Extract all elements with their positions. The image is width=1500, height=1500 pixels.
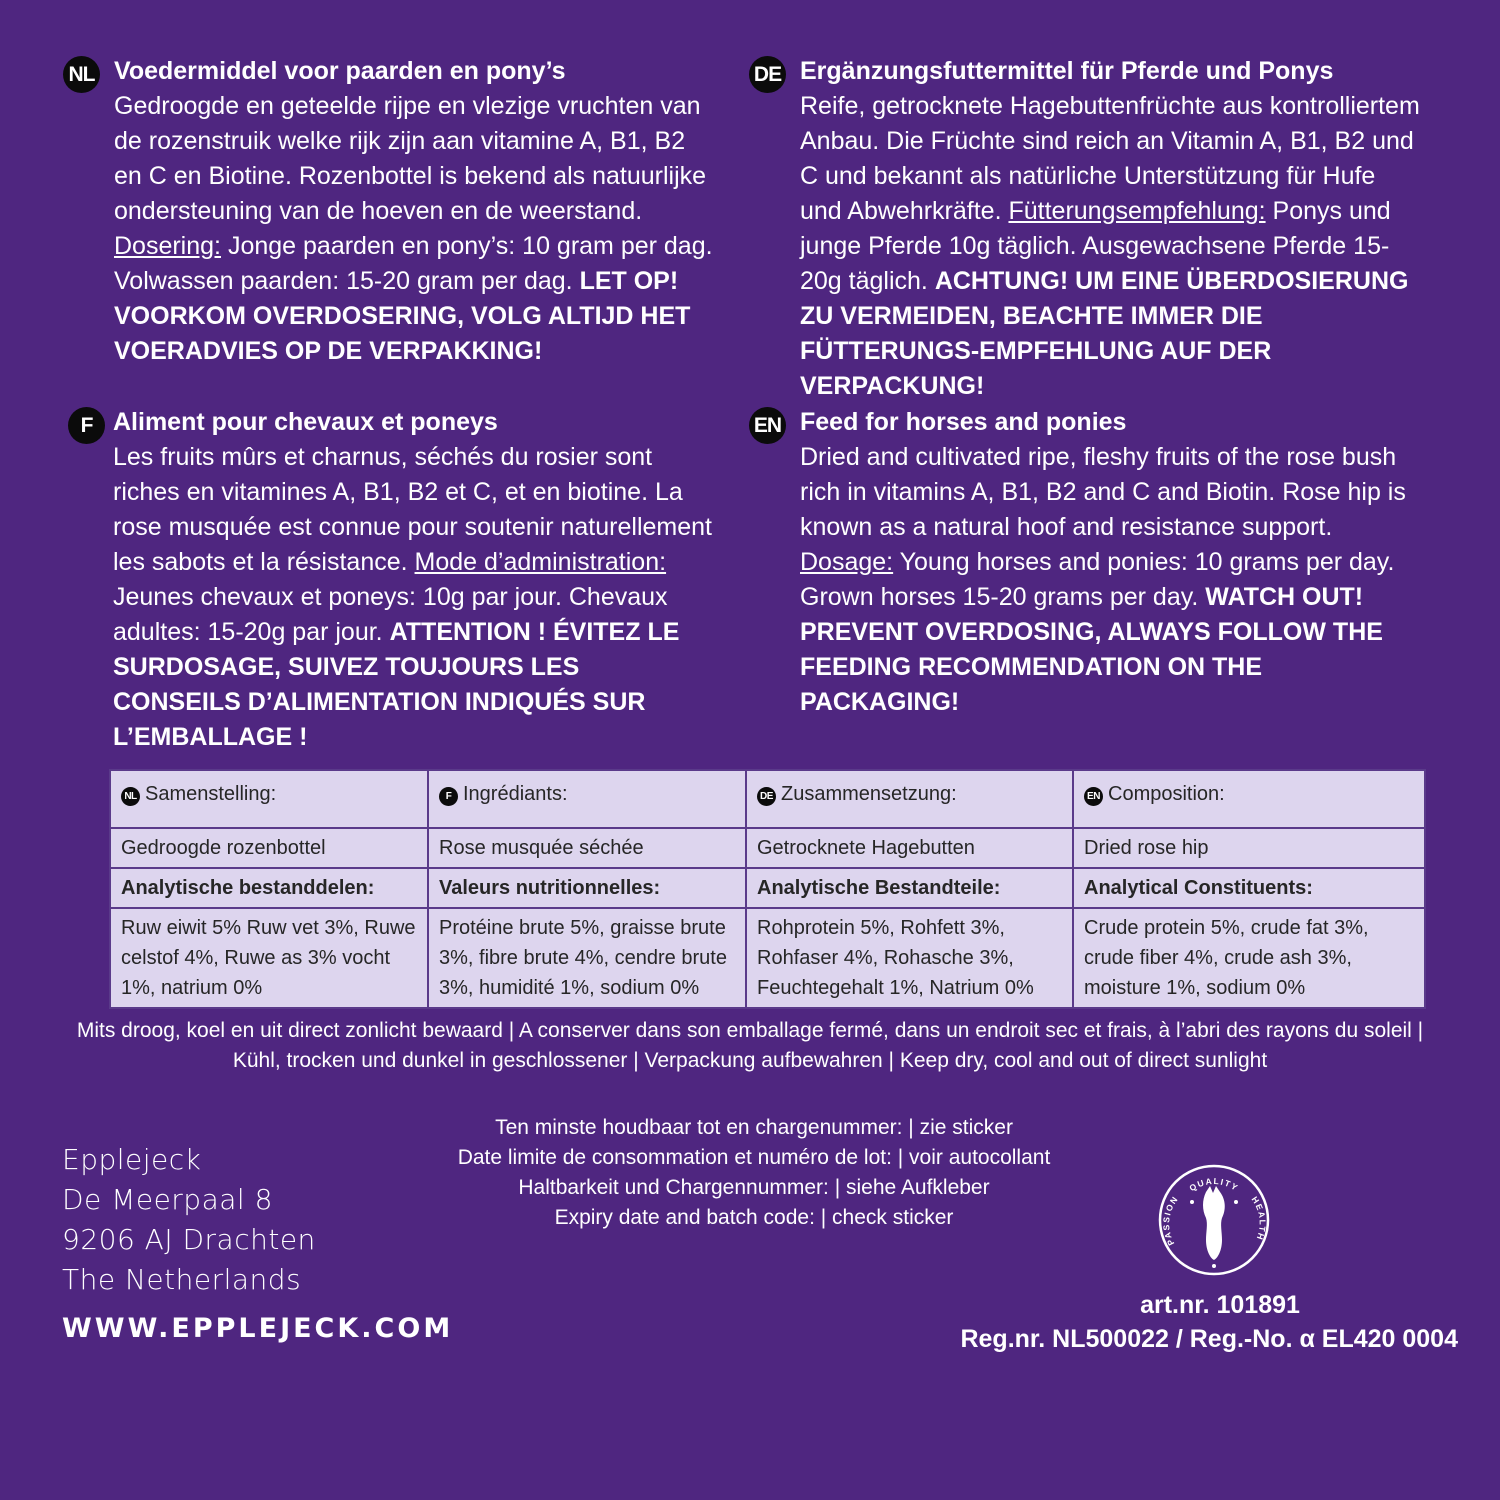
composition-header-label: Samenstelling: [145,783,277,805]
composition-header-label: Zusammensetzung: [781,783,957,805]
expiry-line: Haltbarkeit und Chargennummer: | siehe Aufkleber [518,1176,990,1199]
de-dose-text: Ponys und junge Pferde 10g täglich. Ausgewachsene Pferde 15-20g täglich. [800,197,1391,295]
de-language-badge: DE [749,56,786,93]
composition-header-cell [1073,770,1425,828]
storage-instructions [60,1016,1440,1076]
composition-header-cell [746,770,1073,828]
analytic-header-cell: Analytische Bestandteile: [746,868,1073,908]
de-description [800,89,1420,404]
expiry-line: Ten minste houdbaar tot en chargenummer: | zie sticker [495,1116,1013,1139]
en-dose-text: Young horses and ponies: 10 grams per day. Grown horses 15-20 grams per day. [800,548,1395,611]
fr-text: Les fruits mûrs et charnus, séchés du rosier sont riches en vitamines A, B1, B2 et C, et en biotine. La rose musquée est connue pour soutenir naturellement les sabots et la résistance. [113,443,712,576]
nl-dose-label: Dosering: [114,232,221,260]
analytic-value-row [110,908,1425,1008]
website-link[interactable]: WWW.EPPLEJECK.COM [62,1313,454,1344]
nl-title: Voedermiddel voor paarden en pony’s [114,57,566,85]
seal-top-text: QUALITY [1187,1175,1241,1194]
nl-language-badge: NL [63,56,100,93]
en-dose-label: Dosage: [800,548,894,576]
composition-value-cell: Dried rose hip [1073,828,1425,868]
composition-header-label: Ingrédiants: [463,783,568,805]
seal-dot [1234,1200,1238,1204]
section-de [753,54,1420,404]
section-en [753,405,1415,720]
fr-mini-badge: F [439,787,458,806]
en-mini-badge: EN [1084,787,1103,806]
analytic-header-cell: Analytische bestanddelen: [110,868,428,908]
en-description [800,440,1415,720]
de-text: Reife, getrocknete Hagebuttenfrüchte aus kontrolliertem Anbau. Die Früchte sind reich an Vitamin A, B1, B2 und C und bekannt als natürliche Unterstützung für Hufe und Abwehrkräfte. [800,92,1420,225]
address-city: 9206 AJ Drachten [62,1223,316,1256]
storage-line: Kühl, trocken und dunkel in geschlossener | Verpackung aufbewahren | Keep dry, cool and out of direct sunlight [232,1049,1268,1072]
de-warning: ACHTUNG! UM EINE ÜBERDOSIERUNG ZU VERMEIDEN, BEACHTE IMMER DIE FÜTTERUNGS-EMPFEHLUNG AUF DER VERPACKUNG! [800,267,1409,400]
composition-value-cell: Gedroogde rozenbottel [110,828,428,868]
expiry-info [380,1113,1128,1233]
address-country: The Netherlands [62,1263,302,1296]
fr-description [113,440,713,755]
horse-head-icon [1203,1186,1225,1260]
fr-title: Aliment pour chevaux et poneys [113,408,498,436]
nl-warning: LET OP! VOORKOM OVERDOSERING, VOLG ALTIJD HET VOERADVIES OP DE VERPAKKING! [114,267,691,365]
fr-dose-text: Jeunes chevaux et poneys: 10g par jour. Chevaux adultes: 15-20g par jour. [113,583,668,646]
en-warning: WATCH OUT! PREVENT OVERDOSING, ALWAYS FOLLOW THE FEEDING RECOMMENDATION ON THE PACKAGING! [800,583,1383,716]
analytic-header-cell: Valeurs nutritionnelles: [428,868,746,908]
seal-left-text: PASSION [1161,1193,1181,1248]
en-title: Feed for horses and ponies [800,408,1127,436]
nl-mini-badge: NL [121,787,140,806]
company-name: Epplejeck [62,1143,202,1176]
seal-dot [1190,1200,1194,1204]
nl-text: Gedroogde en geteelde rijpe en vlezige vruchten van de rozenstruik welke rijk zijn aan vitamine A, B1, B2 en C en Biotine. Rozenbottel is bekend als natuurlijke ondersteuning van de hoeven en de weerstand. [114,92,707,225]
de-dose-label: Fütterungsempfehlung: [1008,197,1266,225]
analytic-value-cell: Ruw eiwit 5% Ruw vet 3%, Ruwe celstof 4%, Ruwe as 3% vocht 1%, natrium 0% [110,908,428,1008]
analytic-value-cell: Crude protein 5%, crude fat 3%, crude fiber 4%, crude ash 3%, moisture 1%, sodium 0% [1073,908,1425,1008]
composition-header-label: Composition: [1108,783,1225,805]
nl-description [114,89,714,369]
quality-seal-logo [1156,1162,1272,1278]
composition-value-cell: Getrocknete Hagebutten [746,828,1073,868]
expiry-line: Date limite de consommation et numéro de lot: | voir autocollant [457,1146,1051,1169]
composition-header-row [110,770,1425,828]
article-number: art.nr. 101891 [1140,1291,1300,1319]
expiry-line: Expiry date and batch code: | check sticker [554,1206,954,1229]
section-fr [80,405,713,755]
analytic-value-cell: Rohprotein 5%, Rohfett 3%, Rohfaser 4%, Rohasche 3%, Feuchtegehalt 1%, Natrium 0% [746,908,1073,1008]
composition-header-cell [428,770,746,828]
composition-value-row [110,828,1425,868]
composition-value-cell: Rose musquée séchée [428,828,746,868]
fr-language-badge: F [68,407,105,444]
de-mini-badge: DE [757,787,776,806]
seal-right-text: HEALTH [1249,1194,1268,1243]
storage-line: Mits droog, koel en uit direct zonlicht bewaard | A conserver dans son emballage fermé, dans un endroit sec et frais, à l’abri des rayons du soleil | [76,1019,1424,1042]
analytic-value-cell: Protéine brute 5%, graisse brute 3%, fibre brute 4%, cendre brute 3%, humidité 1%, sodium 0% [428,908,746,1008]
fr-dose-label: Mode d’administration: [414,548,667,576]
analytic-header-row [110,868,1425,908]
seal-dot [1212,1264,1216,1268]
composition-header-cell [110,770,428,828]
nl-dose-text: Jonge paarden en pony’s: 10 gram per dag. Volwassen paarden: 15-20 gram per dag. [114,232,713,295]
company-address [62,1140,316,1300]
address-street: De Meerpaal 8 [62,1183,273,1216]
de-title: Ergänzungsfuttermittel für Pferde und Ponys [800,57,1334,85]
en-language-badge: EN [749,407,786,444]
registration-number: Reg.nr. NL500022 / Reg.-No. α EL420 0004 [960,1325,1458,1353]
analytic-header-cell: Analytical Constituents: [1073,868,1425,908]
en-text: Dried and cultivated ripe, fleshy fruits of the rose bush rich in vitamins A, B1, B2 and C and Biotin. Rose hip is known as a natural hoof and resistance support. [800,443,1406,541]
composition-table [109,769,1426,1009]
section-nl [68,54,714,369]
fr-warning: ATTENTION ! ÉVITEZ LE SURDOSAGE, SUIVEZ TOUJOURS LES CONSEILS D’ALIMENTATION INDIQUÉS SUR L’EMBALLAGE ! [113,618,680,751]
